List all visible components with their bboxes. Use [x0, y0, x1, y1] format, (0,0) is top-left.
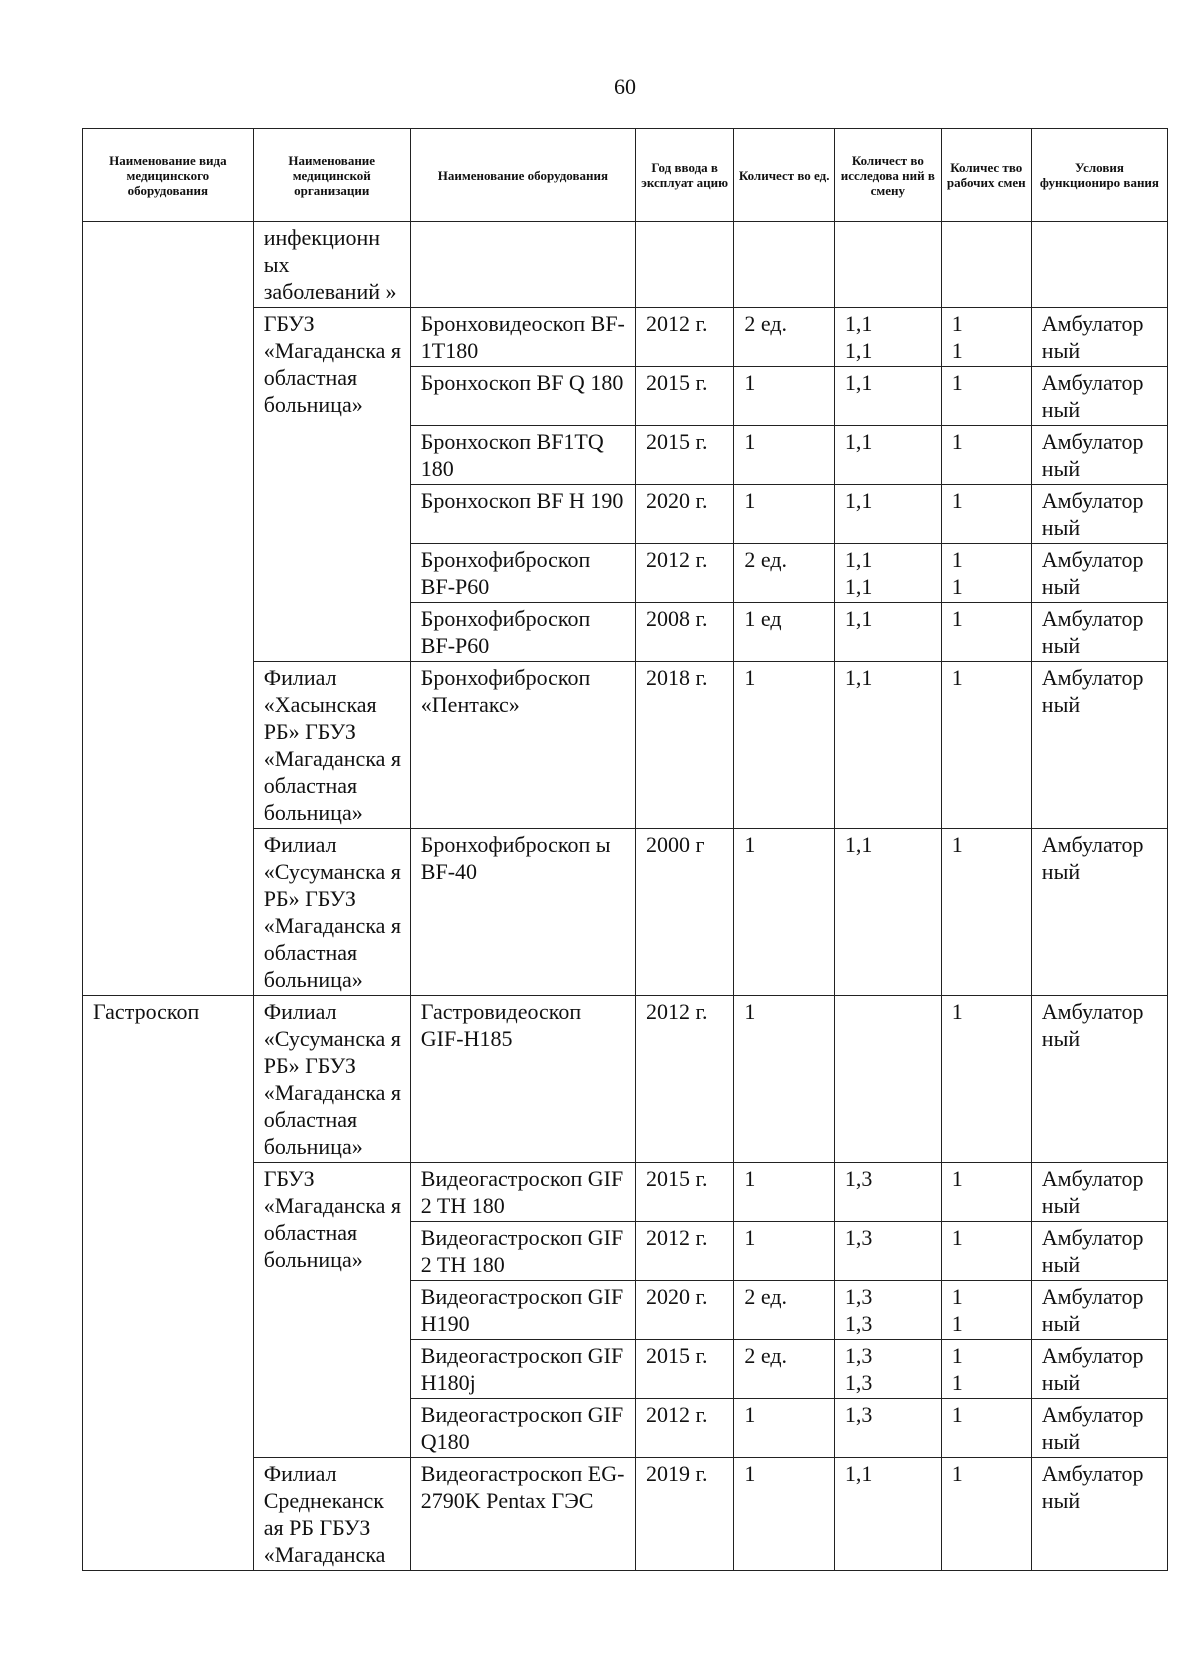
studies-cell — [834, 1399, 941, 1458]
shifts-value: 1 — [951, 370, 963, 395]
shifts-value: 1 — [951, 1402, 963, 1427]
organization-cell: Филиал Среднеканск ая РБ ГБУЗ «Магаданска — [253, 1458, 410, 1571]
shifts-value: 1 — [951, 488, 963, 513]
conditions-cell: Амбулатор ный — [1031, 829, 1167, 996]
shifts-cell — [941, 544, 1031, 603]
quantity-cell: 1 — [734, 829, 835, 996]
shifts-cell — [941, 1399, 1031, 1458]
shifts-cell — [941, 222, 1031, 308]
year-cell: 2015 г. — [635, 426, 733, 485]
quantity-cell: 2 ед. — [734, 1340, 835, 1399]
shifts-value: 1 — [951, 1284, 963, 1309]
conditions-cell: Амбулатор ный — [1031, 1399, 1167, 1458]
quantity-cell — [734, 222, 835, 308]
equipment-name-cell: Бронхоскоп BF Q 180 — [410, 367, 635, 426]
shifts-value: 1 — [951, 1461, 963, 1486]
organization-cell: Филиал «Сусуманска я РБ» ГБУЗ «Магаданска я областная больница» — [253, 829, 410, 996]
table-row — [83, 996, 1168, 1163]
shifts-value: 1 — [951, 311, 963, 336]
shifts-cell — [941, 662, 1031, 829]
shifts-cell — [941, 367, 1031, 426]
year-cell: 2012 г. — [635, 1399, 733, 1458]
studies-cell — [834, 485, 941, 544]
header-equipment-type: Наименование вида медицинского оборудования — [83, 129, 254, 222]
studies-cell — [834, 222, 941, 308]
quantity-cell: 1 — [734, 367, 835, 426]
equipment-name-cell: Видеогастроскоп GIF Q180 — [410, 1399, 635, 1458]
studies-cell — [834, 426, 941, 485]
organization-cell: Филиал «Сусуманска я РБ» ГБУЗ «Магаданска я областная больница» — [253, 996, 410, 1163]
equipment-name-cell — [410, 222, 635, 308]
studies-value: 1,1 — [844, 338, 873, 363]
equipment-name-cell: Видеогастроскоп EG-2790K Pentax ГЭС — [410, 1458, 635, 1571]
organization-cell: ГБУЗ «Магаданска я областная больница» — [253, 308, 410, 662]
organization-cell: ГБУЗ «Магаданска я областная больница» — [253, 1163, 410, 1458]
shifts-value: 1 — [951, 832, 963, 857]
quantity-cell: 1 — [734, 1222, 835, 1281]
quantity-cell: 1 — [734, 1399, 835, 1458]
year-cell: 2008 г. — [635, 603, 733, 662]
studies-value: 1,3 — [844, 1225, 873, 1250]
equipment-name-cell: Бронхофиброскоп BF-P60 — [410, 544, 635, 603]
equipment-name-cell: Видеогастроскоп GIF H180j — [410, 1340, 635, 1399]
studies-cell — [834, 1458, 941, 1571]
year-cell: 2015 г. — [635, 1340, 733, 1399]
equipment-name-cell: Бронховидеоскоп BF-1T180 — [410, 308, 635, 367]
shifts-cell — [941, 1340, 1031, 1399]
conditions-cell: Амбулатор ный — [1031, 1458, 1167, 1571]
studies-cell — [834, 996, 941, 1163]
conditions-cell: Амбулатор ный — [1031, 308, 1167, 367]
shifts-value: 1 — [951, 338, 963, 363]
quantity-cell: 2 ед. — [734, 308, 835, 367]
studies-value: 1,1 — [844, 429, 873, 454]
table-header-row — [83, 129, 1168, 222]
equipment-name-cell: Бронхоскоп BF H 190 — [410, 485, 635, 544]
shifts-cell — [941, 1222, 1031, 1281]
equipment-name-cell: Видеогастроскоп GIF 2 TH 180 — [410, 1222, 635, 1281]
header-organization: Наименование медицинской организации — [253, 129, 410, 222]
studies-value: 1,3 — [844, 1370, 873, 1395]
year-cell: 2020 г. — [635, 1281, 733, 1340]
studies-value: 1,1 — [844, 488, 873, 513]
shifts-cell — [941, 1281, 1031, 1340]
shifts-value: 1 — [951, 1311, 963, 1336]
shifts-cell — [941, 1458, 1031, 1571]
conditions-cell: Амбулатор ный — [1031, 544, 1167, 603]
year-cell: 2018 г. — [635, 662, 733, 829]
header-year: Год ввода в эксплуат ацию — [635, 129, 733, 222]
shifts-value: 1 — [951, 547, 963, 572]
studies-value: 1,3 — [844, 1166, 873, 1191]
shifts-cell — [941, 485, 1031, 544]
shifts-value: 1 — [951, 1343, 963, 1368]
year-cell: 2012 г. — [635, 308, 733, 367]
studies-cell — [834, 367, 941, 426]
equipment-type-cell: Гастроскоп — [83, 996, 254, 1571]
conditions-cell: Амбулатор ный — [1031, 485, 1167, 544]
conditions-cell — [1031, 222, 1167, 308]
quantity-cell: 2 ед. — [734, 544, 835, 603]
quantity-cell: 1 — [734, 1163, 835, 1222]
quantity-cell: 1 — [734, 1458, 835, 1571]
studies-cell — [834, 544, 941, 603]
shifts-value: 1 — [951, 1225, 963, 1250]
organization-cell: Филиал «Хасынская РБ» ГБУЗ «Магаданска я областная больница» — [253, 662, 410, 829]
header-quantity: Количест во ед. — [734, 129, 835, 222]
studies-value: 1,3 — [844, 1402, 873, 1427]
equipment-name-cell: Бронхофиброскоп BF-P60 — [410, 603, 635, 662]
quantity-cell: 1 — [734, 426, 835, 485]
studies-value: 1,1 — [844, 1461, 873, 1486]
table-body — [83, 222, 1168, 1571]
conditions-cell: Амбулатор ный — [1031, 1340, 1167, 1399]
equipment-name-cell: Бронхофиброскоп «Пентакс» — [410, 662, 635, 829]
year-cell: 2015 г. — [635, 367, 733, 426]
studies-cell — [834, 1340, 941, 1399]
studies-cell — [834, 603, 941, 662]
studies-cell — [834, 1281, 941, 1340]
studies-value: 1,3 — [844, 1284, 873, 1309]
quantity-cell: 1 — [734, 996, 835, 1163]
header-conditions: Условия функциониро вания — [1031, 129, 1167, 222]
year-cell: 2012 г. — [635, 996, 733, 1163]
year-cell: 2000 г — [635, 829, 733, 996]
equipment-type-cell — [83, 222, 254, 996]
header-shifts: Количес тво рабочих смен — [941, 129, 1031, 222]
studies-value: 1,1 — [844, 370, 873, 395]
shifts-value: 1 — [951, 574, 963, 599]
studies-cell — [834, 1222, 941, 1281]
quantity-cell: 1 — [734, 485, 835, 544]
year-cell: 2020 г. — [635, 485, 733, 544]
studies-value: 1,1 — [844, 574, 873, 599]
studies-value: 1,3 — [844, 1343, 873, 1368]
equipment-name-cell: Гастровидеоскоп GIF-H185 — [410, 996, 635, 1163]
conditions-cell: Амбулатор ный — [1031, 1222, 1167, 1281]
shifts-value: 1 — [951, 1166, 963, 1191]
studies-value: 1,1 — [844, 606, 873, 631]
year-cell — [635, 222, 733, 308]
organization-cell: инфекционн ых заболеваний » — [253, 222, 410, 308]
shifts-cell — [941, 1163, 1031, 1222]
shifts-value: 1 — [951, 606, 963, 631]
header-studies-per-shift: Количест во исследова ний в смену — [834, 129, 941, 222]
equipment-name-cell: Бронхоскоп BF1TQ 180 — [410, 426, 635, 485]
studies-cell — [834, 1163, 941, 1222]
year-cell: 2015 г. — [635, 1163, 733, 1222]
shifts-cell — [941, 426, 1031, 485]
shifts-value: 1 — [951, 429, 963, 454]
shifts-value: 1 — [951, 999, 963, 1024]
quantity-cell: 1 — [734, 662, 835, 829]
studies-value: 1,3 — [844, 1311, 873, 1336]
quantity-cell: 1 ед — [734, 603, 835, 662]
shifts-cell — [941, 308, 1031, 367]
shifts-cell — [941, 996, 1031, 1163]
equipment-name-cell: Видеогастроскоп GIF 2 TH 180 — [410, 1163, 635, 1222]
conditions-cell: Амбулатор ный — [1031, 603, 1167, 662]
shifts-value: 1 — [951, 665, 963, 690]
year-cell: 2019 г. — [635, 1458, 733, 1571]
studies-cell — [834, 662, 941, 829]
quantity-cell: 2 ед. — [734, 1281, 835, 1340]
conditions-cell: Амбулатор ный — [1031, 1281, 1167, 1340]
studies-cell — [834, 829, 941, 996]
equipment-name-cell: Видеогастроскоп GIF H190 — [410, 1281, 635, 1340]
studies-value: 1,1 — [844, 547, 873, 572]
studies-value: 1,1 — [844, 832, 873, 857]
conditions-cell: Амбулатор ный — [1031, 426, 1167, 485]
page-number: 60 — [614, 74, 636, 99]
shifts-cell — [941, 603, 1031, 662]
shifts-value: 1 — [951, 1370, 963, 1395]
conditions-cell: Амбулатор ный — [1031, 1163, 1167, 1222]
equipment-table — [82, 128, 1168, 1571]
shifts-cell — [941, 829, 1031, 996]
year-cell: 2012 г. — [635, 544, 733, 603]
year-cell: 2012 г. — [635, 1222, 733, 1281]
conditions-cell: Амбулатор ный — [1031, 996, 1167, 1163]
conditions-cell: Амбулатор ный — [1031, 367, 1167, 426]
equipment-name-cell: Бронхофиброскоп ы BF-40 — [410, 829, 635, 996]
table-row — [83, 222, 1168, 308]
studies-cell — [834, 308, 941, 367]
studies-value: 1,1 — [844, 665, 873, 690]
conditions-cell: Амбулатор ный — [1031, 662, 1167, 829]
header-equipment-name: Наименование оборудования — [410, 129, 635, 222]
studies-value: 1,1 — [844, 311, 873, 336]
